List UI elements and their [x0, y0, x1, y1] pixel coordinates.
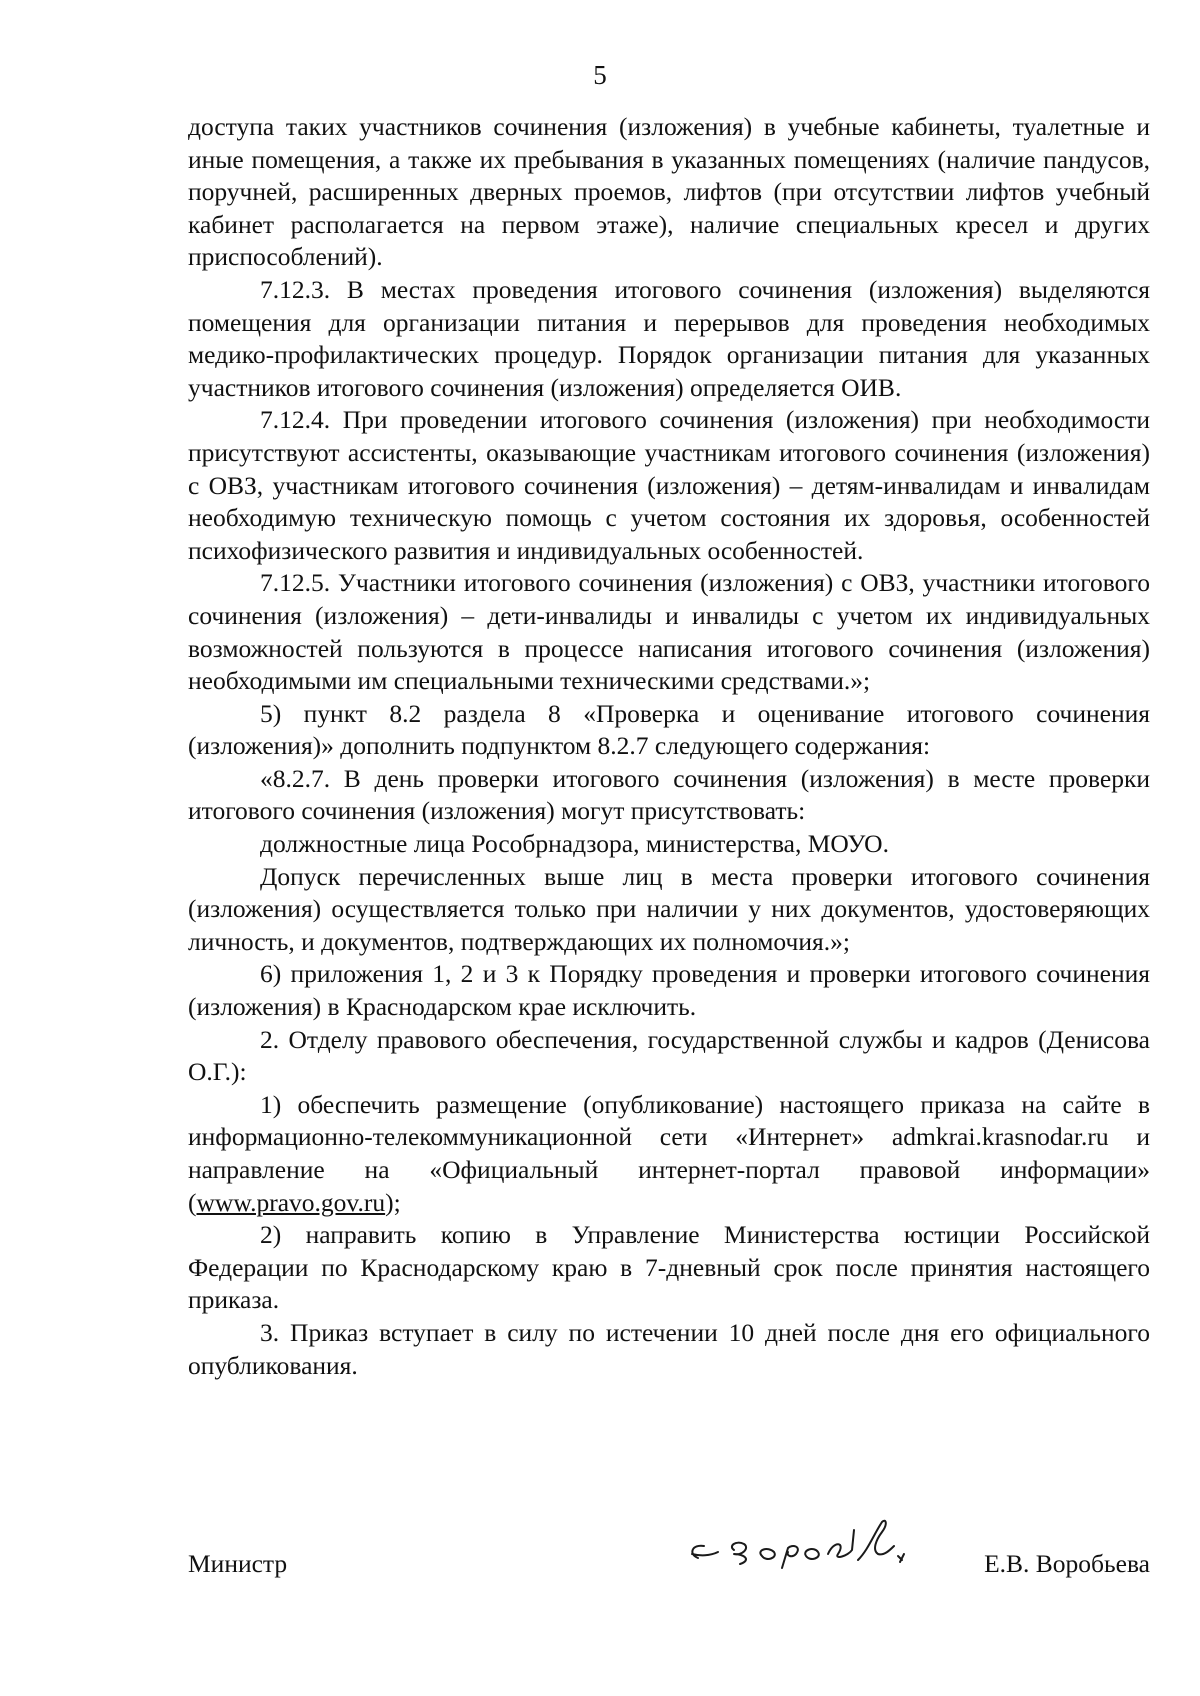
paragraph-8-2-7: «8.2.7. В день проверки итогового сочинения (изложения) в месте проверки итогового сочинения (изложения) могут присутствовать:: [188, 763, 1150, 826]
signatory-name: Е.В. Воробьева: [984, 1549, 1150, 1578]
paragraph-2-1-text: 1) обеспечить размещение (опубликование) настоящего приказа на сайте в информационно-телекоммуникационной сети «Интернет» admkrai.krasnodar.ru и направление на «Официальный интернет-портал правовой информации» (: [188, 1089, 1150, 1217]
paragraph-2-1-end: );: [385, 1187, 401, 1217]
paragraph-2-1: [188, 1089, 1150, 1219]
paragraph-section-2: 2. Отделу правового обеспечения, государственной службы и кадров (Денисова О.Г.):: [188, 1024, 1150, 1087]
paragraph-continuation: доступа таких участников сочинения (изложения) в учебные кабинеты, туалетные и иные помещения, а также их пребывания в указанных помещениях (наличие пандусов, поручней, расширенных дверных проемов, лифтов (при отсутствии лифтов учебный кабинет располагается на первом этаже), наличие специальных кресел и других приспособлений).: [188, 112, 1150, 272]
paragraph-item-5: 5) пункт 8.2 раздела 8 «Проверка и оценивание итогового сочинения (изложения)» дополнить подпунктом 8.2.7 следующего содержания:: [188, 698, 1150, 761]
signatory-title: Министр: [188, 1549, 288, 1578]
paragraph-item-6: 6) приложения 1, 2 и 3 к Порядку проведения и проверки итогового сочинения (изложения) в Краснодарском крае исключить.: [188, 959, 1150, 1022]
page-number: 5: [593, 60, 607, 90]
handwritten-signature: [678, 1510, 918, 1580]
paragraph-7-12-5: 7.12.5. Участники итогового сочинения (изложения) с ОВЗ, участники итогового сочинения (изложения) – дети-инвалиды и инвалиды с учетом их индивидуальных возможностей пользуются в процессе написания итогового сочинения (изложения) необходимыми им специальными техническими средствами.»;: [188, 568, 1150, 696]
paragraph-2-2: 2) направить копию в Управление Министерства юстиции Российской Федерации по Краснодарскому краю в 7-дневный срок после принятия настоящего приказа.: [188, 1220, 1150, 1315]
paragraph-officials: должностные лица Рособрнадзора, министерства, МОУО.: [260, 829, 889, 859]
pravo-link[interactable]: www.pravo.gov.ru: [196, 1187, 386, 1217]
paragraph-admission: Допуск перечисленных выше лиц в места проверки итогового сочинения (изложения) осуществляется только при наличии у них документов, удостоверяющих личность, и документов, подтверждающих их полномочия.»;: [188, 861, 1150, 956]
paragraph-7-12-4: 7.12.4. При проведении итогового сочинения (изложения) при необходимости присутствуют ассистенты, оказывающие участникам итогового сочинения (изложения) с ОВЗ, участникам итогового сочинения (изложения) – детям-инвалидам и инвалидам необходимую техническую помощь с учетом состояния их здоровья, особенностей психофизического развития и индивидуальных особенностей.: [188, 405, 1150, 565]
signature-block: [188, 1540, 1150, 1600]
paragraph-7-12-3: 7.12.3. В местах проведения итогового сочинения (изложения) выделяются помещения для организации питания и перерывов для проведения необходимых медико-профилактических процедур. Порядок организации питания для указанных участников итогового сочинения (изложения) определяется ОИВ.: [188, 274, 1150, 402]
paragraph-section-3: 3. Приказ вступает в силу по истечении 10 дней после дня его официального опубликования.: [188, 1317, 1150, 1380]
document-body: [188, 111, 1150, 1382]
